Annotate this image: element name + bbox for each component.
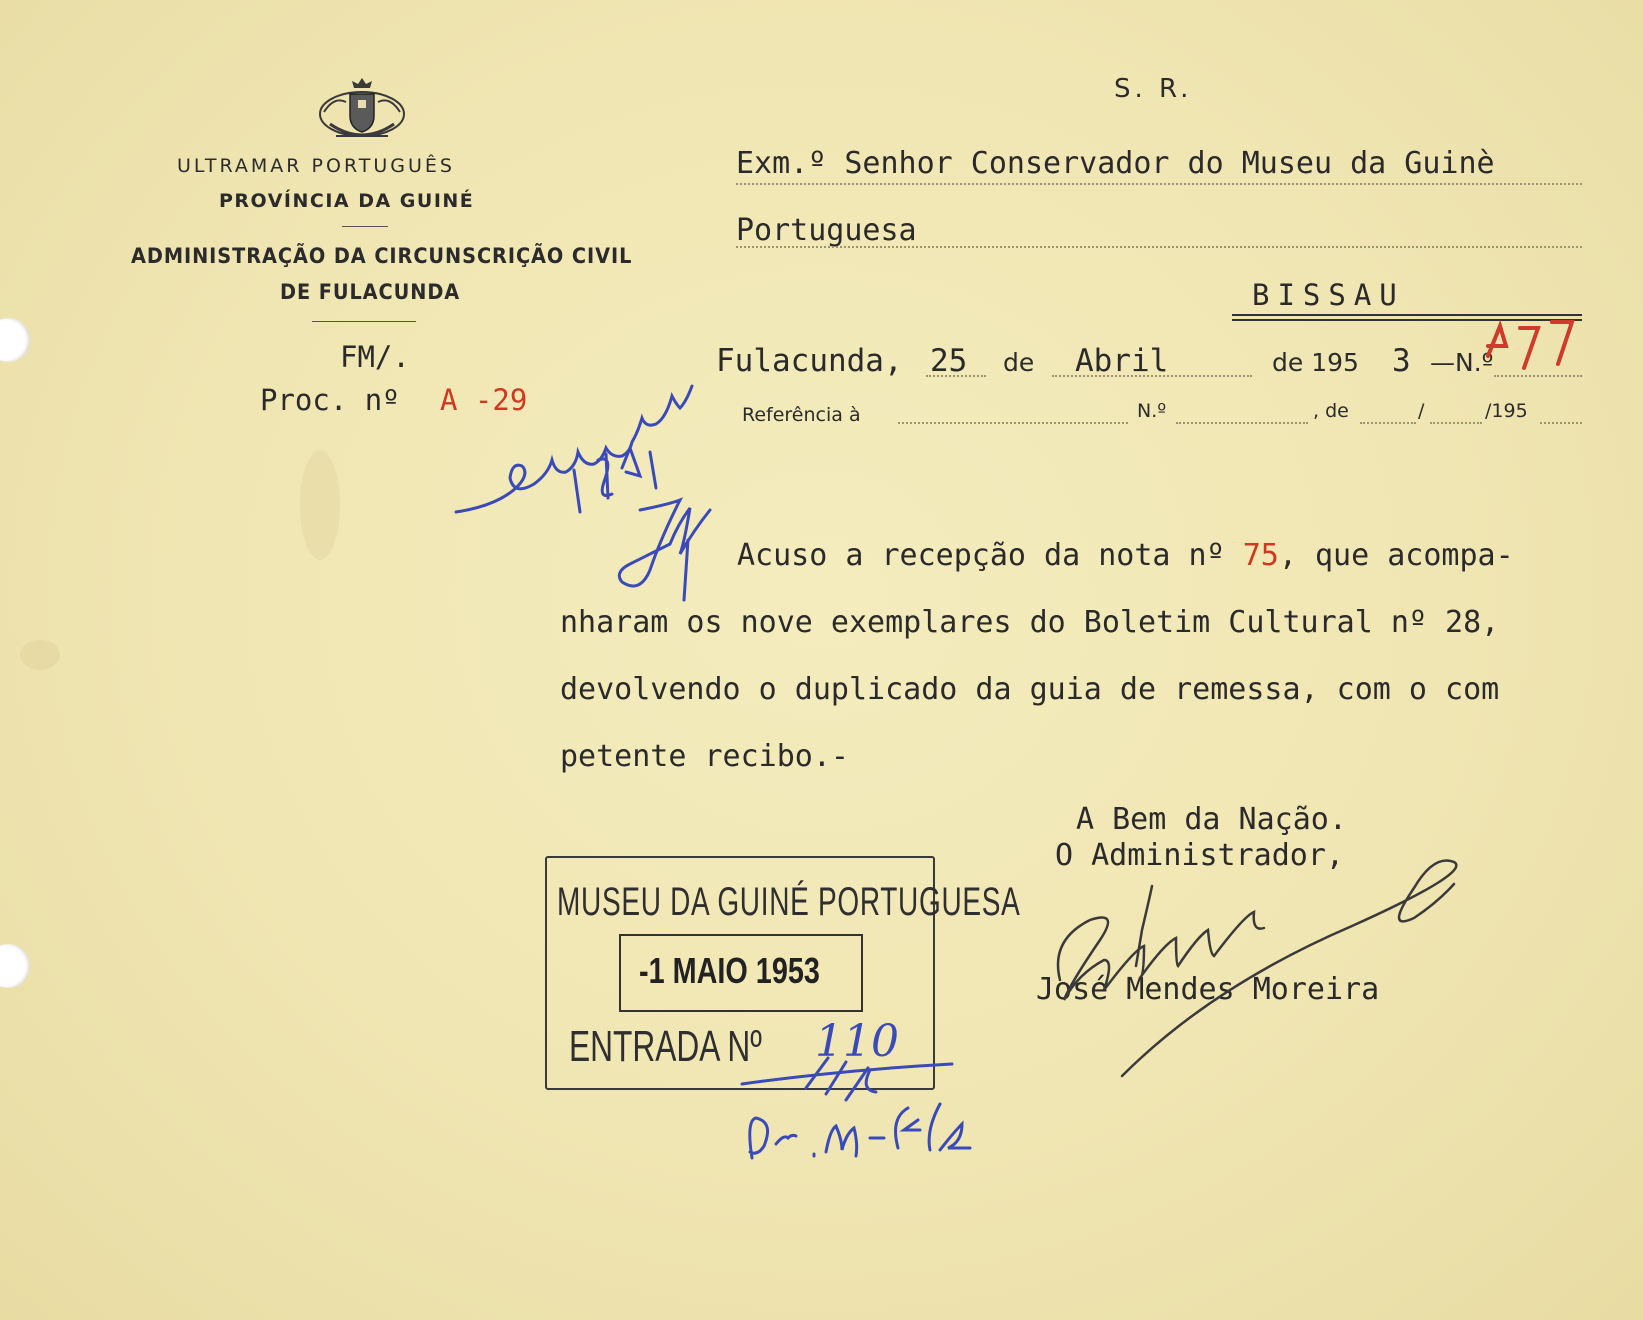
punch-hole-top (0, 318, 30, 362)
punch-hole-bottom (0, 944, 30, 988)
date-dotted-line (926, 375, 986, 377)
date-year-digit: 3 (1392, 343, 1411, 379)
date-de: de (1003, 348, 1035, 377)
recipient-city: BISSAU (1252, 278, 1405, 312)
stamp-title: MUSEU DA GUINÉ PORTUGUESA (557, 880, 1021, 924)
letterhead-divider (312, 321, 416, 322)
stamp-date: -1 MAIO 1953 (639, 950, 820, 991)
date-place: Fulacunda, (716, 343, 903, 379)
body-line-4: petente recibo.- (560, 739, 849, 774)
handwritten-number-477 (1488, 322, 1572, 368)
letterhead-line-1: ULTRAMAR PORTUGUÊS (177, 155, 455, 177)
recipient-line-1: Exm.º Senhor Conservador do Museu da Guinè (736, 146, 1495, 181)
body-line-3: devolvendo o duplicado da guia de remessa, com o com (560, 672, 1500, 707)
recipient-header: S. R. (1114, 74, 1193, 104)
body-line-1-start: Acuso a recepção da nota nº (737, 538, 1243, 573)
paper-stain (300, 450, 340, 560)
reference-dotted-line (1540, 422, 1582, 424)
reference-dotted-line (898, 422, 1128, 424)
stamp-entry-label: ENTRADA Nº (569, 1022, 762, 1071)
reference-label: Referência à (742, 404, 861, 426)
reference-year: /195 (1485, 400, 1528, 422)
reference-dotted-line (1430, 422, 1482, 424)
reference-date-slash: / (1418, 400, 1425, 422)
process-label: Proc. nº (260, 383, 400, 417)
museum-receipt-stamp (545, 856, 1021, 1090)
handwritten-date-strokes (574, 448, 656, 512)
closing-salutation: A Bem da Nação. (1076, 802, 1347, 837)
signer-name: José Mendes Moreira (1036, 972, 1380, 1007)
date-day: 25 (930, 343, 968, 379)
letterhead-line-3: ADMINISTRAÇÃO DA CIRCUNSCRIÇÃO CIVIL (131, 244, 633, 268)
coat-of-arms-icon (316, 76, 408, 146)
reference-number-label: N.º (1137, 400, 1167, 422)
letterhead-divider (342, 226, 388, 227)
stamp-entry-number: 110 (815, 1016, 899, 1067)
city-underline (1232, 319, 1582, 321)
body-line-1 (737, 538, 1514, 573)
city-underline (1232, 314, 1582, 316)
date-year-prefix: de 195 (1272, 348, 1359, 377)
address-dotted-line (736, 246, 1582, 248)
note-number: 75 (1242, 538, 1279, 573)
recipient-line-2: Portuguesa (736, 213, 917, 248)
date-month: Abril (1075, 343, 1169, 379)
address-dotted-line (736, 183, 1582, 185)
closing-title: O Administrador, (1055, 838, 1344, 873)
letterhead-line-4: DE FULACUNDA (280, 280, 461, 304)
signature-stroke (1058, 860, 1456, 1076)
handwritten-filing-code (750, 1104, 970, 1158)
body-line-2: nharam os nove exemplares do Boletim Cultural nº 28, (560, 605, 1500, 640)
body-line-1-end: , que acompa- (1278, 538, 1514, 573)
process-number: A -29 (440, 383, 528, 417)
reference-dotted-line (1176, 422, 1308, 424)
stamp-date-box (619, 934, 863, 1012)
date-dotted-line (1494, 375, 1582, 377)
reference-initials: FM/. (340, 340, 410, 374)
paper-stain (20, 640, 60, 670)
reference-dotted-line (1360, 422, 1416, 424)
handwritten-initials (619, 500, 710, 600)
reference-date-label: , de (1313, 400, 1349, 422)
letterhead-line-2: PROVÍNCIA DA GUINÉ (219, 190, 475, 212)
document-number-label: —N.º (1430, 348, 1494, 377)
date-dotted-line (1052, 375, 1252, 377)
